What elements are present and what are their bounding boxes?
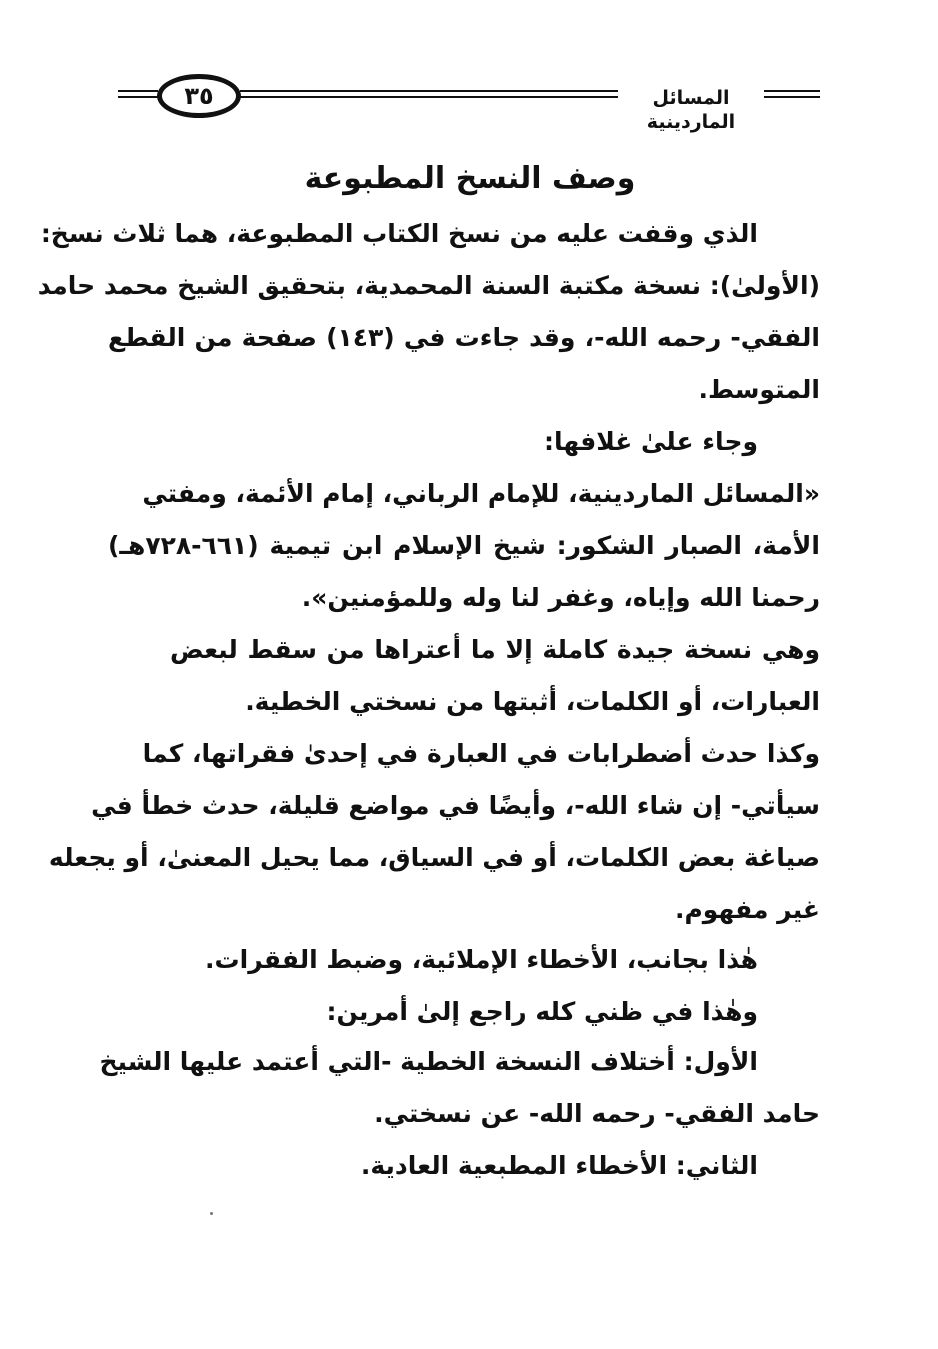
- text-line-14: غير مفهوم.: [674, 895, 820, 924]
- text-line-2: (الأولىٰ): نسخة مكتبة السنة المحمدية، بتحقيق الشيخ محمد حامد: [37, 271, 820, 300]
- text-line-7: الأمة، الصبار الشكور: شيخ الإسلام ابن تيمية (٦٦١-٧٢٨هـ): [108, 531, 820, 560]
- text-line-16: وهٰذا في ظني كله راجع إلىٰ أمرين:: [326, 997, 758, 1026]
- text-line-8: رحمنا الله وإياه، وغفر لنا وله وللمؤمنين».: [301, 583, 820, 612]
- text-line-9: وهي نسخة جيدة كاملة إلا ما أعتراها من سقط لبعض: [170, 635, 820, 664]
- header-rule-left-bottom: [118, 96, 158, 98]
- header-rule-middle-bottom: [240, 96, 618, 98]
- text-line-18: حامد الفقي- رحمه الله- عن نسختي.: [374, 1099, 820, 1128]
- text-line-12: سيأتي- إن شاء الله-، وأيضًا في مواضع قليلة، حدث خطأ في: [91, 791, 820, 820]
- page-header: [0, 60, 938, 140]
- section-heading: وصف النسخ المطبوعة: [304, 161, 636, 196]
- page-number: ٣٥: [157, 74, 241, 118]
- text-line-11: وكذا حدث أضطرابات في العبارة في إحدىٰ فقراتها، كما: [142, 739, 820, 768]
- text-line-17: الأول: أختلاف النسخة الخطية -التي أعتمد عليها الشيخ: [99, 1047, 758, 1076]
- text-line-1: الذي وقفت عليه من نسخ الكتاب المطبوعة، هما ثلاث نسخ:: [40, 219, 758, 248]
- scan-speck: [210, 1212, 213, 1215]
- text-line-13: صياغة بعض الكلمات، أو في السياق، مما يحيل المعنىٰ، أو يجعله: [48, 843, 820, 872]
- running-header-title: المسائل الماردينية: [646, 87, 736, 133]
- text-line-6: «المسائل الماردينية، للإمام الرباني، إمام الأئمة، ومفتي: [142, 479, 820, 508]
- header-rule-left-top: [118, 90, 158, 92]
- text-line-3: الفقي- رحمه الله-، وقد جاءت في (١٤٣) صفحة من القطع: [108, 323, 820, 352]
- text-line-19: الثاني: الأخطاء المطبعية العادية.: [360, 1151, 758, 1180]
- header-rule-right-top: [764, 90, 820, 92]
- text-line-10: العبارات، أو الكلمات، أثبتها من نسختي الخطية.: [245, 687, 820, 716]
- header-rule-middle-top: [240, 90, 618, 92]
- text-line-5: وجاء علىٰ غلافها:: [543, 427, 758, 456]
- text-line-4: المتوسط.: [698, 375, 820, 404]
- text-line-15: هٰذا بجانب، الأخطاء الإملائية، وضبط الفقرات.: [205, 945, 758, 974]
- header-rule-right-bottom: [764, 96, 820, 98]
